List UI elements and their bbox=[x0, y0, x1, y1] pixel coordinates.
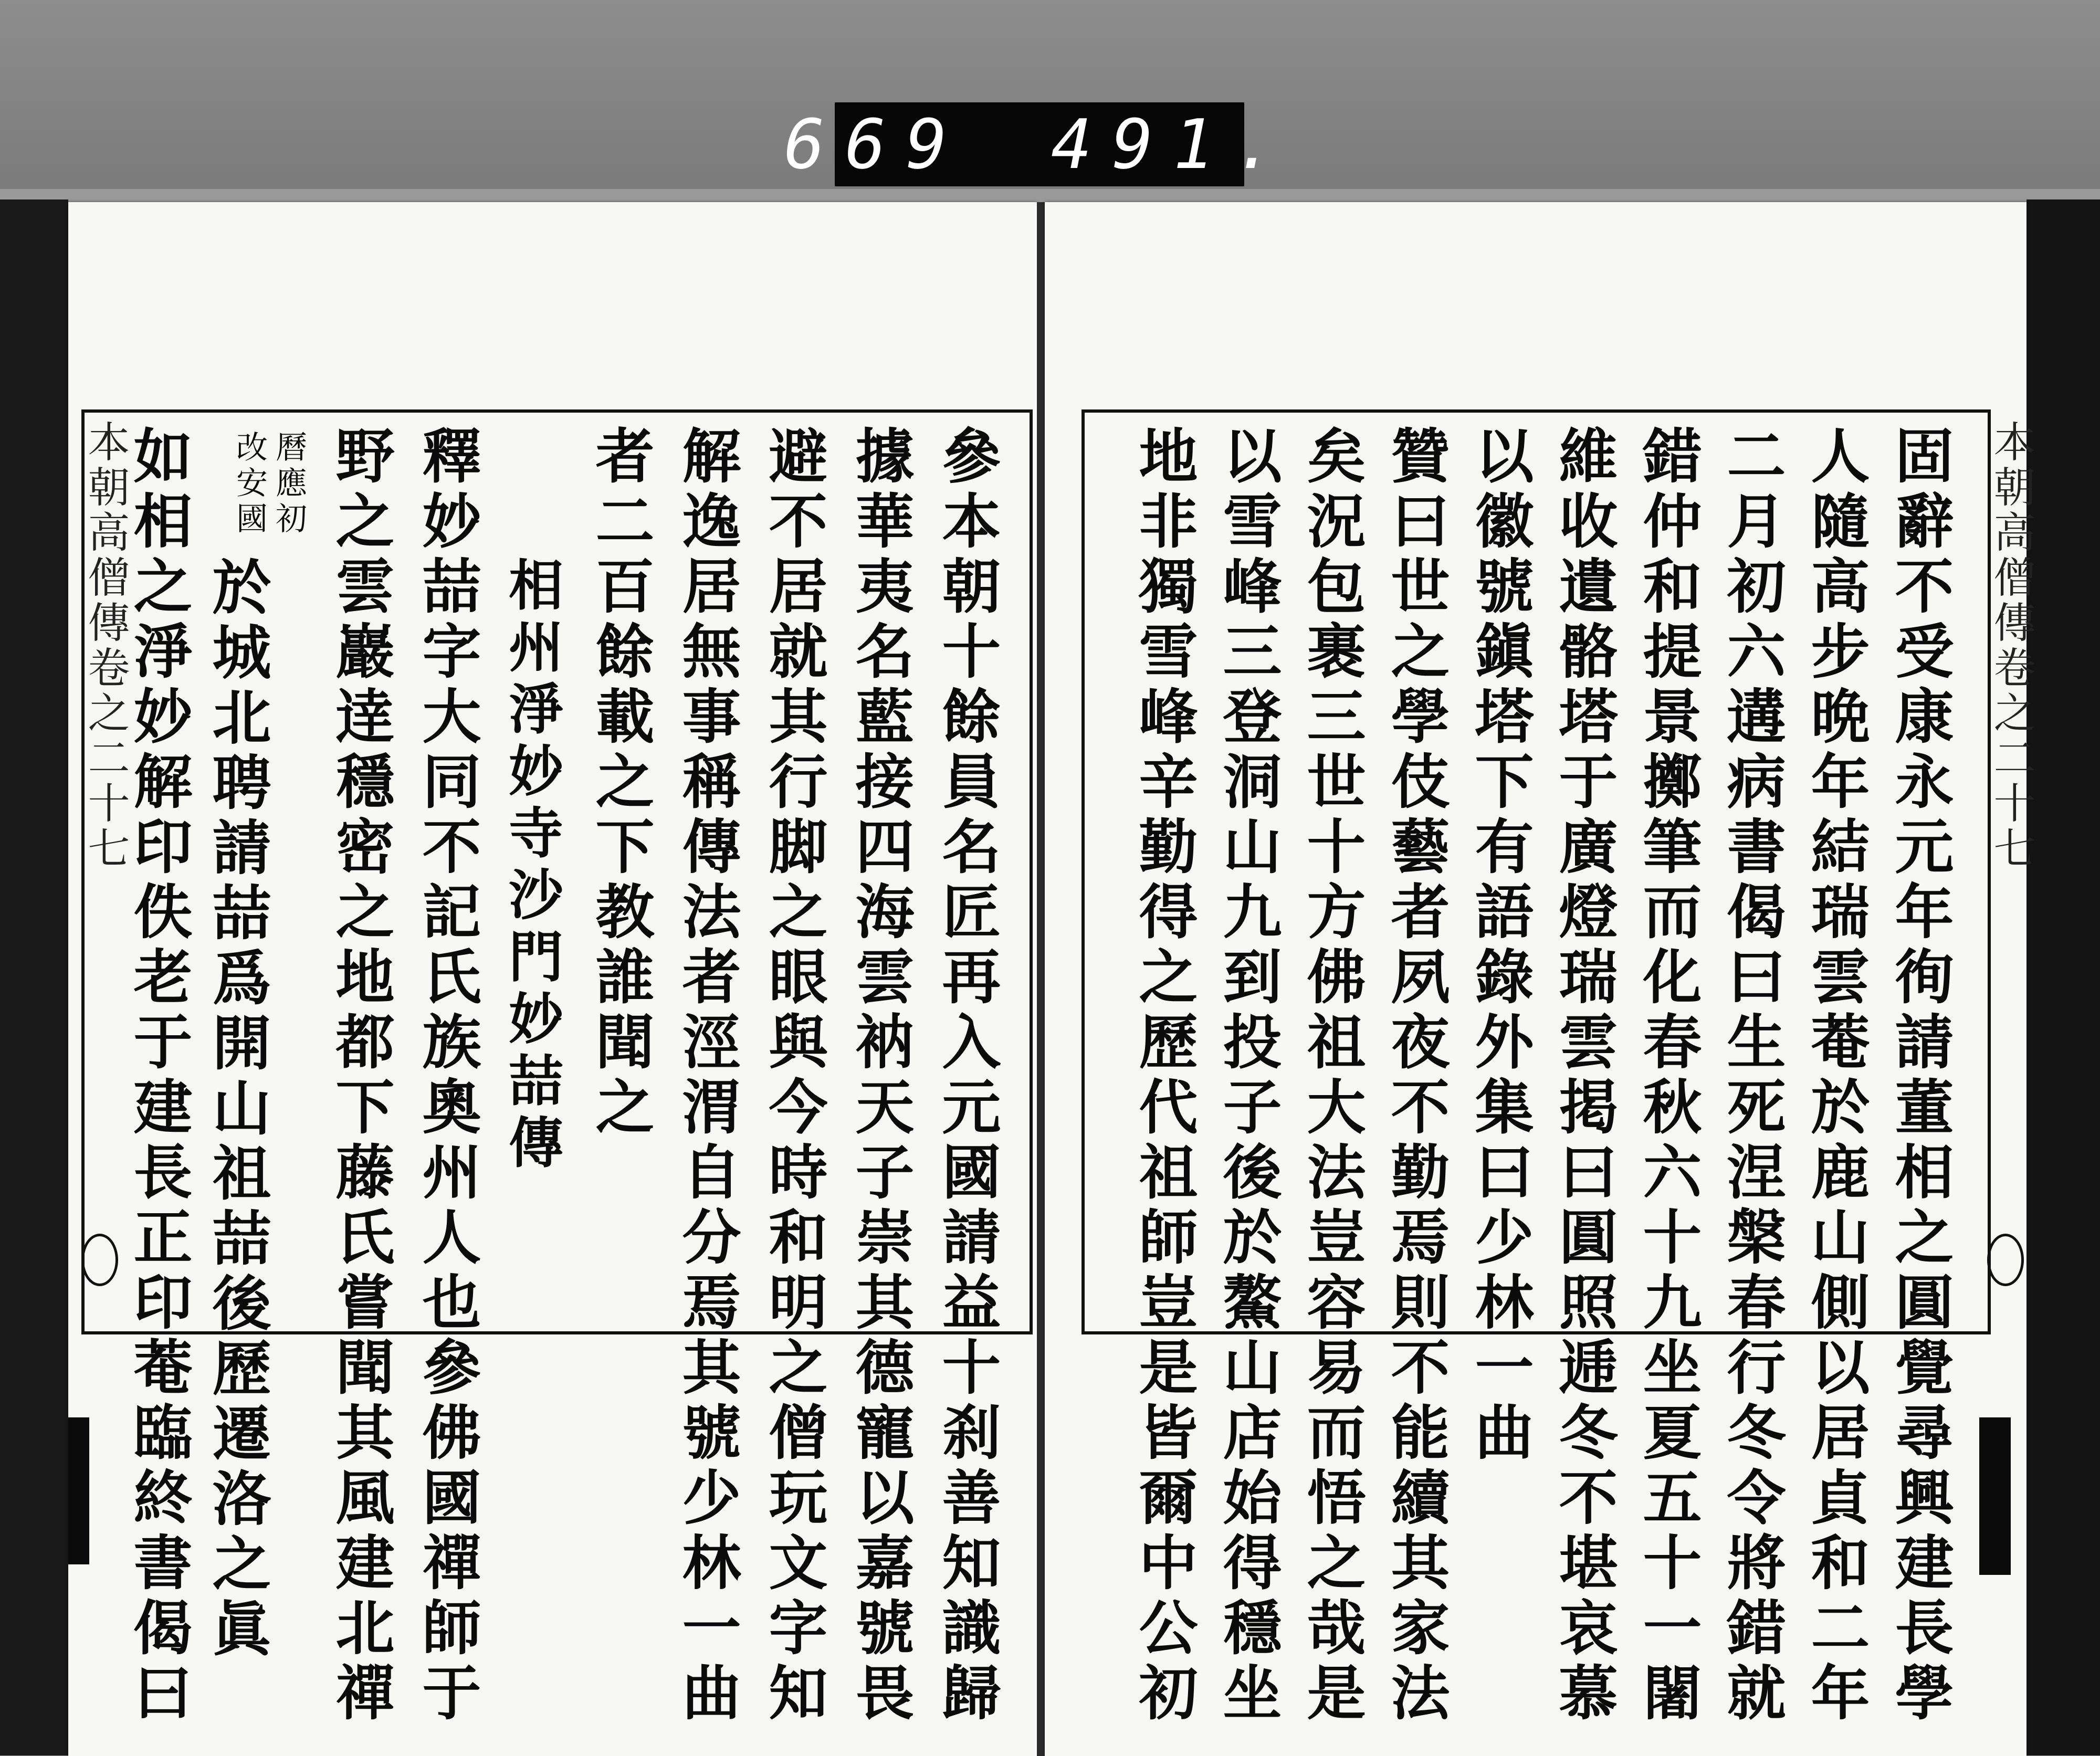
left-column-4: 解逸居無事稱傳法者涇渭自分焉其號少林一曲 bbox=[673, 425, 741, 1727]
right-column-1: 固辭不受康永元年徇請董相之圓覺尋興建長學 bbox=[1885, 425, 1954, 1727]
book-edge-right bbox=[2026, 199, 2100, 1755]
right-column-7: 贊曰世之學伎藝者夙夜不勤焉則不能續其家法 bbox=[1381, 425, 1450, 1727]
right-column-6: 以徽號鎭塔下有語錄外集曰少林一曲 bbox=[1465, 425, 1534, 1467]
left-column-7: 釋妙喆字大同不記氏族奧州人也參佛國禪師于 bbox=[413, 425, 481, 1727]
right-column-10: 地非獨雪峰辛勤得之歷代祖師豈是皆爾中公初 bbox=[1129, 425, 1198, 1727]
left-column-3: 避不居就其行脚之眼與今時和明之僧玩文字知 bbox=[759, 425, 828, 1727]
left-black-tab bbox=[68, 1417, 89, 1564]
left-column-8: 野之雲巖逹穩密之地都下藤氏嘗聞其風建北禪 bbox=[326, 425, 395, 1727]
right-column-8: 矣況包裹三世十方佛祖大法豈容易而悟之哉是 bbox=[1297, 425, 1366, 1727]
right-black-tab bbox=[1979, 1417, 2011, 1575]
right-column-3: 二月初六遘病書偈曰生死涅槃春行冬令將錯就 bbox=[1717, 425, 1786, 1727]
right-margin-circle-mark bbox=[1987, 1234, 2024, 1286]
right-column-5: 維收遺骼塔于廣燈瑞雲掲曰圓照逓冬不堪哀慕 bbox=[1549, 425, 1618, 1727]
microfilm-frame-label bbox=[784, 102, 1295, 186]
left-column-2: 據華夷名藍接四海雲衲天子崇其德寵以嘉號畏 bbox=[846, 425, 915, 1727]
left-small-note-2: 改安國 bbox=[231, 430, 268, 538]
page-gutter bbox=[1037, 202, 1045, 1756]
book-edge-left bbox=[0, 199, 68, 1755]
left-column-5: 者二百餘載之下教誰聞之 bbox=[586, 425, 655, 1141]
right-column-2: 人隨高步晩年結瑞雲菴於鹿山側以居貞和二年 bbox=[1801, 425, 1870, 1727]
frame-number-left: 669 bbox=[784, 104, 967, 184]
frame-number-right: 491. bbox=[1051, 104, 1295, 184]
left-small-note-1: 曆應初 bbox=[270, 430, 307, 538]
right-margin-title: 本朝高僧傳卷之二十七 bbox=[1987, 420, 2035, 871]
left-margin-title: 本朝高僧傳卷之二十七 bbox=[81, 420, 130, 871]
left-column-6-biography-title: 相州淨妙寺沙門妙喆傳 bbox=[499, 556, 564, 1176]
left-column-10: 如相之淨妙解印佚老于建長正印菴臨終書偈曰 bbox=[124, 425, 193, 1727]
left-margin-circle-mark bbox=[81, 1234, 118, 1286]
left-column-9: 於城北聘請喆爲開山祖喆後歷遷洛之眞 bbox=[203, 556, 271, 1663]
right-column-9: 以雪峰三登洞山九到投子後於鰲山店始得穩坐 bbox=[1213, 425, 1282, 1727]
left-column-1: 參本朝十餘員名匠再入元國請益十刹善知識歸 bbox=[932, 425, 1001, 1727]
right-column-4: 錯仲和提景擲筆而化春秋六十九坐夏五十一闍 bbox=[1633, 425, 1702, 1727]
